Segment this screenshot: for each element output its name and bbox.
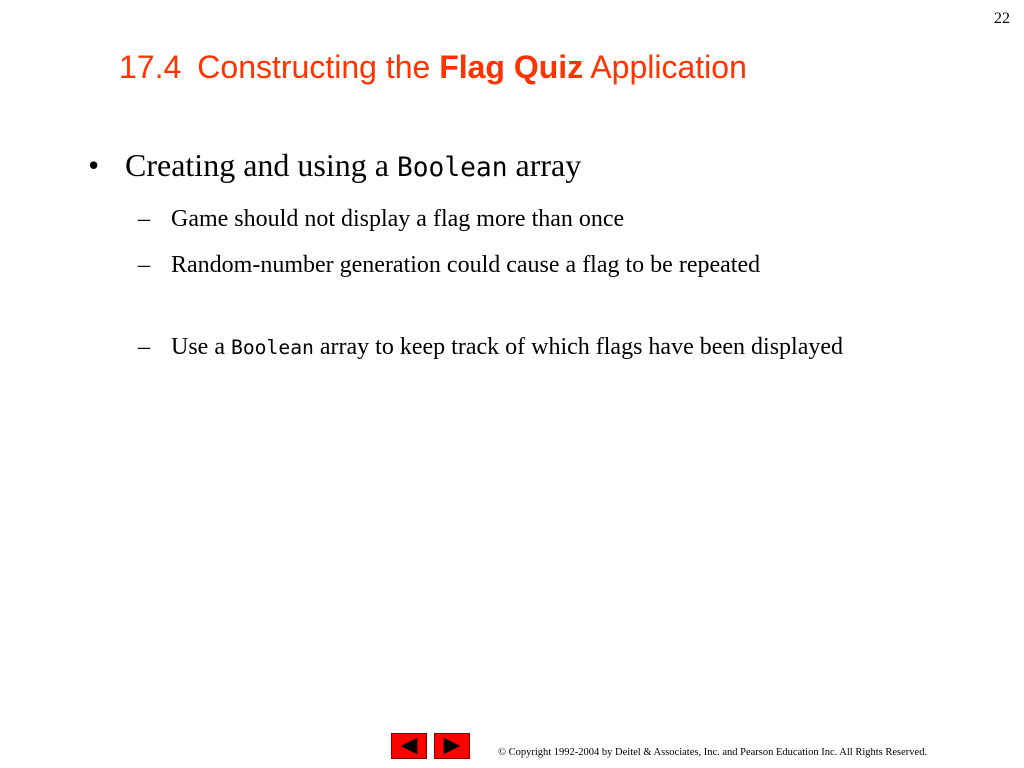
right-triangle-icon — [435, 734, 469, 758]
main-bullet-text-before: Creating and using a — [125, 147, 397, 183]
sub-bullet-3-code: Boolean — [230, 336, 314, 359]
dash-symbol: – — [138, 252, 150, 278]
slide-title — [119, 48, 999, 86]
slide-footer — [0, 733, 1024, 763]
main-bullet-code: Boolean — [396, 153, 508, 183]
next-slide-button[interactable] — [434, 733, 470, 759]
sub-bullet-3-text — [171, 328, 936, 367]
main-bullet-text — [125, 146, 581, 184]
sub-bullet-3-text-before: Use a — [171, 334, 231, 360]
left-triangle-icon — [392, 734, 426, 758]
previous-slide-button[interactable] — [391, 733, 427, 759]
page-number: 22 — [994, 10, 1010, 27]
sub-bullet-3-text-after: array to keep track of which flags have been displayed — [313, 334, 844, 360]
sub-bullet-1-text: Game should not display a flag more than once — [171, 206, 625, 232]
bullet-symbol: • — [88, 147, 100, 183]
title-app-name: Flag Quiz — [439, 49, 584, 85]
title-suffix: Application — [583, 49, 747, 85]
title-prefix: Constructing the — [197, 49, 440, 85]
copyright-notice: © Copyright 1992-2004 by Deitel & Associates, Inc. and Pearson Education Inc. All Rights Reserved. — [498, 747, 928, 758]
dash-symbol: – — [138, 206, 150, 232]
sub-bullet-2-text: Random-number generation could cause a flag to be repeated — [171, 252, 761, 278]
main-bullet-text-after: array — [507, 147, 582, 183]
section-number: 17.4 — [119, 49, 182, 85]
dash-symbol: – — [138, 334, 150, 360]
